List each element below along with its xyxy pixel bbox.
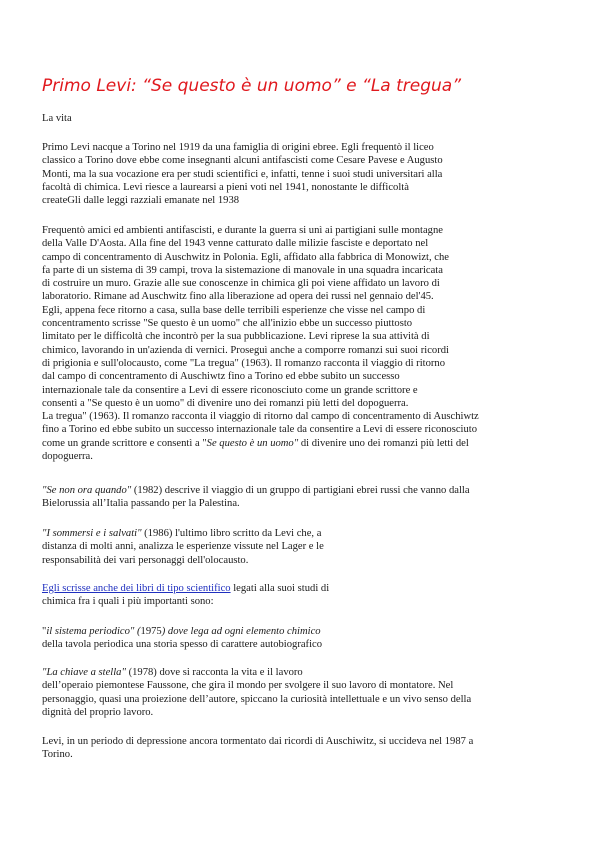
book-title-i-sommersi: "I sommersi e i salvati" bbox=[42, 528, 142, 539]
book-title-se-non-ora: "Se non ora quando" bbox=[42, 485, 132, 496]
paragraph-sistema-periodico: "il sistema periodico" (1975) dove lega ad ogni elemento chimico della tavola periodica una storia spesso di carattere autobiografico bbox=[42, 626, 323, 651]
page-title: Primo Levi: “Se questo è un uomo” e “La tregua” bbox=[42, 76, 462, 96]
book-title-se-questo: Se questo è un uomo" bbox=[206, 437, 299, 449]
paragraph-chiave-a-stella: "La chiave a stella" (1978) dove si racconta la vita e il lavoro dell’operaio piemontese Faussone, che gira il mondo per svolgere il suo lavoro di montatore. Nel personaggio, quasi una proiezione dell’autore, spiccano la curiosità intellettuale e un vivo senso della dignità del proprio lavoro. bbox=[42, 667, 472, 718]
paragraph-i-sommersi: "I sommersi e i salvati" (1986) l'ultimo libro scritto da Levi che, a distanza di molti anni, analizza le esperienze vissute nel Lager e le responsabilità dei vari personaggi dell'olocausto. bbox=[42, 528, 324, 566]
book-title-sistema-periodico: il sistema periodico" ( bbox=[46, 626, 141, 637]
paragraph-scientific-books: Egli scrisse anche dei libri di tipo scientifico legati alla suoi studi di chimica fra i quali i più importanti sono: bbox=[42, 583, 330, 608]
paragraph-deportation: Frequentò amici ed ambienti antifascisti, e durante la guerra si unì ai partigiani sulle montagne della Valle D'Aosta. Alla fine del 1943 venne catturato dalle milizie fasciste e deportato nel campo di concentramento di Auschwitz in Polonia. Egli, affidato alla fabbrica di Monowizt, che fa parte di un sistema di 39 campi, trova la sistemazione di manovale in una squadra incaricata di costruire un muro. Grazie alle sue conoscenze in chimica gli poi viene affidato un lavoro di laboratorio. Rimane ad Auschwitz fino alla liberazione ad opera dei russi nel gennaio del'45. Egli, appena fece ritorno a casa, sulla base delle terribili esperienze che visse nel campo di concentramento scrisse "Se questo è un uomo" che all'inizio ebbe un successo piuttosto limitato per le difficoltà che incontrò per la sua pubblicazione. Levi riprese la sua attività di chimico, lavorando in un'azienda di vernici. Proseguì anche a comporre romanzi sui suoi ricordi di prigionia e sull'olocausto, come "La tregua" (1963). Il romanzo racconta il viaggio di ritorno dal campo di concentramento di Auschiwtz fino a Torino ed ebbe subito un successo internazionale tale da consentire a Levi di essere riconosciuto come un grande scrittore e consentì a "Se questo è un uomo" di divenire uno dei romanzi più letti del dopoguerra. La tregua" (1963). Il romanzo racconta il viaggio di ritorno dal campo di concentramento di Auschiwtz fino a Torino ed ebbe subito un successo internazionale tale da consentire a Levi di essere riconosciuto come un grande scrittore e consentì a "Se questo è un uomo" di divenire uno dei romanzi più letti del dopoguerra. bbox=[42, 225, 479, 463]
paragraph-death: Levi, in un periodo di depressione ancora tormentato dai ricordi di Auschiwitz, si uccideva nel 1987 a Torino. bbox=[42, 736, 474, 761]
scientific-books-link[interactable]: Egli scrisse anche dei libri di tipo scientifico bbox=[42, 583, 231, 594]
paragraph-se-non-ora-quando: "Se non ora quando" (1982) descrive il viaggio di un gruppo di partigiani ebrei russi che vanno dalla Bielorussia all’Italia passando per la Palestina. bbox=[42, 485, 470, 510]
section-label: La vita bbox=[42, 113, 72, 124]
book-title-chiave-a-stella: "La chiave a stella" bbox=[42, 667, 126, 678]
paragraph-biography: Primo Levi nacque a Torino nel 1919 da una famiglia di origini ebree. Egli frequentò il liceo classico a Torino dove ebbe come insegnanti alcuni antifascisti come Cesare Pavese e Augusto Monti, ma la sua vocazione era per studi scientifici e, infatti, tenne i suoi studi universitari alla facoltà di chimica. Levi riesce a laurearsi a pieni voti nel 1941, nonostante le difficoltà createGli dalle leggi razziali emanate nel 1938 bbox=[42, 142, 443, 207]
